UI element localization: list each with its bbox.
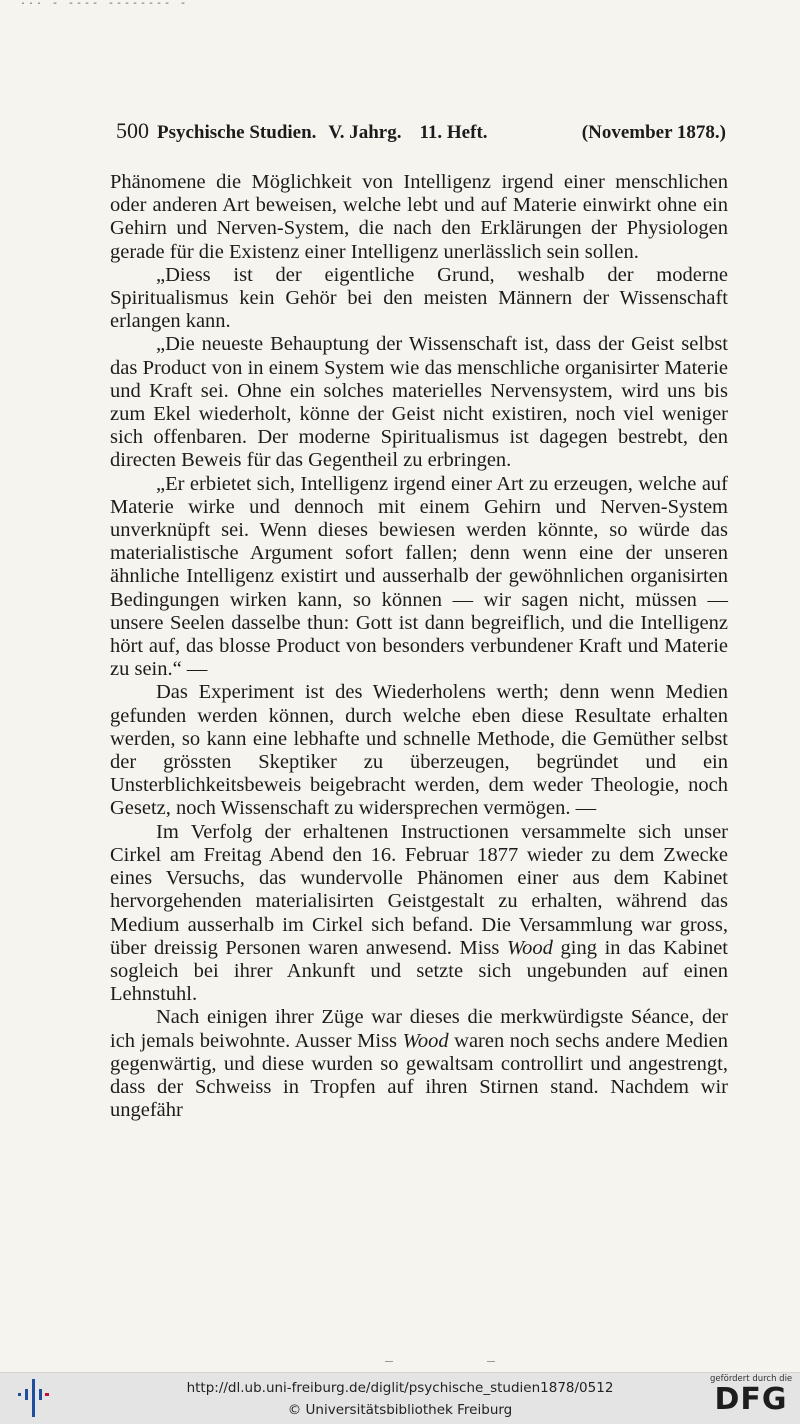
running-header bbox=[116, 118, 726, 144]
paragraph: „Er erbietet sich, Intelligenz irgend einer Art zu erzeugen, welche auf Materie wirke und dennoch mit einem Gehirn und Nerven-System unverknüpft sei. Wenn dieses bewiesen werden könnte, so würde das materialistische Argument sofort fallen; denn wenn eine der unseren ähnliche Intelligenz existirt und ausserhalb der gewöhnlichen organisirten Bedingungen wirken kann, so können — wir sagen nicht, müssen — unsere Seelen dasselbe thun: Gott ist dann begreiflich, und die Intelligenz hört auf, das blosse Product von besonders verbundener Kraft und Materie zu sein.“ — bbox=[110, 472, 728, 681]
paragraph bbox=[110, 821, 728, 1007]
person-name: Wood bbox=[402, 1029, 449, 1052]
dfg-funding-note: gefördert durch die bbox=[710, 1374, 793, 1384]
bottom-rule-marks bbox=[385, 1361, 495, 1363]
permalink-url[interactable]: http://dl.ub.uni-freiburg.de/diglit/psychische_studien1878/0512 bbox=[186, 1380, 614, 1396]
paragraph-text: waren noch sechs andere Medien gegenwärtig, und diese wurden so gewaltsam controllirt und angestrengt, dass der Schweiss in Tropfen auf ihren Stirnen stand. Nachdem wir ungefähr bbox=[110, 1029, 729, 1122]
rule-dash bbox=[385, 1361, 393, 1362]
issue-label: 11. Heft. bbox=[419, 122, 488, 143]
paragraph: Das Experiment ist des Wiederholens werth; denn wenn Medien gefunden werden können, durch welche eben diese Resultate erhalten werden, so kann eine lebhafte und schnelle Methode, die Gemüther selbst der grössten Skeptiker zu überzeugen, begründet und ein Unsterblichkeitsbeweis beigebracht werden, dem weder Theologie, noch Gesetz, noch Wissenschaft zu widersprechen vermögen. — bbox=[110, 681, 728, 820]
issue-date: (November 1878.) bbox=[581, 122, 726, 143]
paragraph-text: Nach einigen ihrer Züge war dieses die merkwürdigste Séance, der ich jemals beiwohnte. Ausser Miss bbox=[110, 1006, 728, 1052]
paragraph: „Diess ist der eigentliche Grund, weshalb der moderne Spiritualismus kein Gehör bei den meisten Männern der Wissenschaft erlangen kann. bbox=[110, 263, 728, 333]
dfg-logo-icon: DFG bbox=[714, 1382, 788, 1417]
journal-title: Psychische Studien. bbox=[157, 122, 317, 143]
paragraph-text: ging in das Kabinet sogleich bei ihrer Ankunft und setzte sich ungebunden auf einen Lehnstuhl. bbox=[110, 936, 729, 1006]
person-name: Wood bbox=[506, 936, 553, 959]
paragraph-text: Im Verfolg der erhaltenen Instructionen versammelte sich unser Cirkel am Freitag Abend den 16. Februar 1877 wieder zu dem Zwecke eines Versuchs, das wundervolle Phänomen einer aus dem Kabinet hervorgehenden materialisirten Geistgestalt zu erhalten, während das Medium ausserhalb im Cirkel sich befand. Die Versammlung war gross, über dreissig Personen waren anwesend. Miss bbox=[110, 820, 728, 959]
rule-dash bbox=[487, 1361, 495, 1362]
copyright-notice: © Universitätsbibliothek Freiburg bbox=[287, 1402, 513, 1418]
page-body bbox=[110, 171, 728, 1122]
viewer-footer bbox=[0, 1372, 800, 1424]
paragraph bbox=[110, 1006, 728, 1122]
paragraph: „Die neueste Behauptung der Wissenschaft ist, dass der Geist selbst das Product von in einem System wie das menschliche organisirter Materie und Kraft sei. Ohne ein solches materielles Nervensystem, wird uns bis zum Ekel wiederholt, könne der Geist nicht existiren, noch viel weniger sich offenbaren. Der moderne Spiritualismus ist dagegen bestrebt, den directen Beweis für das Gegentheil zu erbringen. bbox=[110, 333, 728, 472]
scan-artifact-marks: ··· - ---- -------- - bbox=[20, 0, 189, 10]
paragraph: Phänomene die Möglichkeit von Intelligenz irgend einer menschlichen oder anderen Art beweisen, welche lebt und auf Materie einwirkt ohne ein Gehirn und Nerven-System, die nach den Erklärungen der Physiologen gerade für die Existenz einer Intelligenz unerlässlich sein sollen. bbox=[110, 171, 728, 263]
volume-label: V. Jahrg. bbox=[328, 122, 402, 143]
dfg-funding-logo[interactable] bbox=[710, 1375, 792, 1416]
page-number: 500 bbox=[116, 118, 149, 143]
